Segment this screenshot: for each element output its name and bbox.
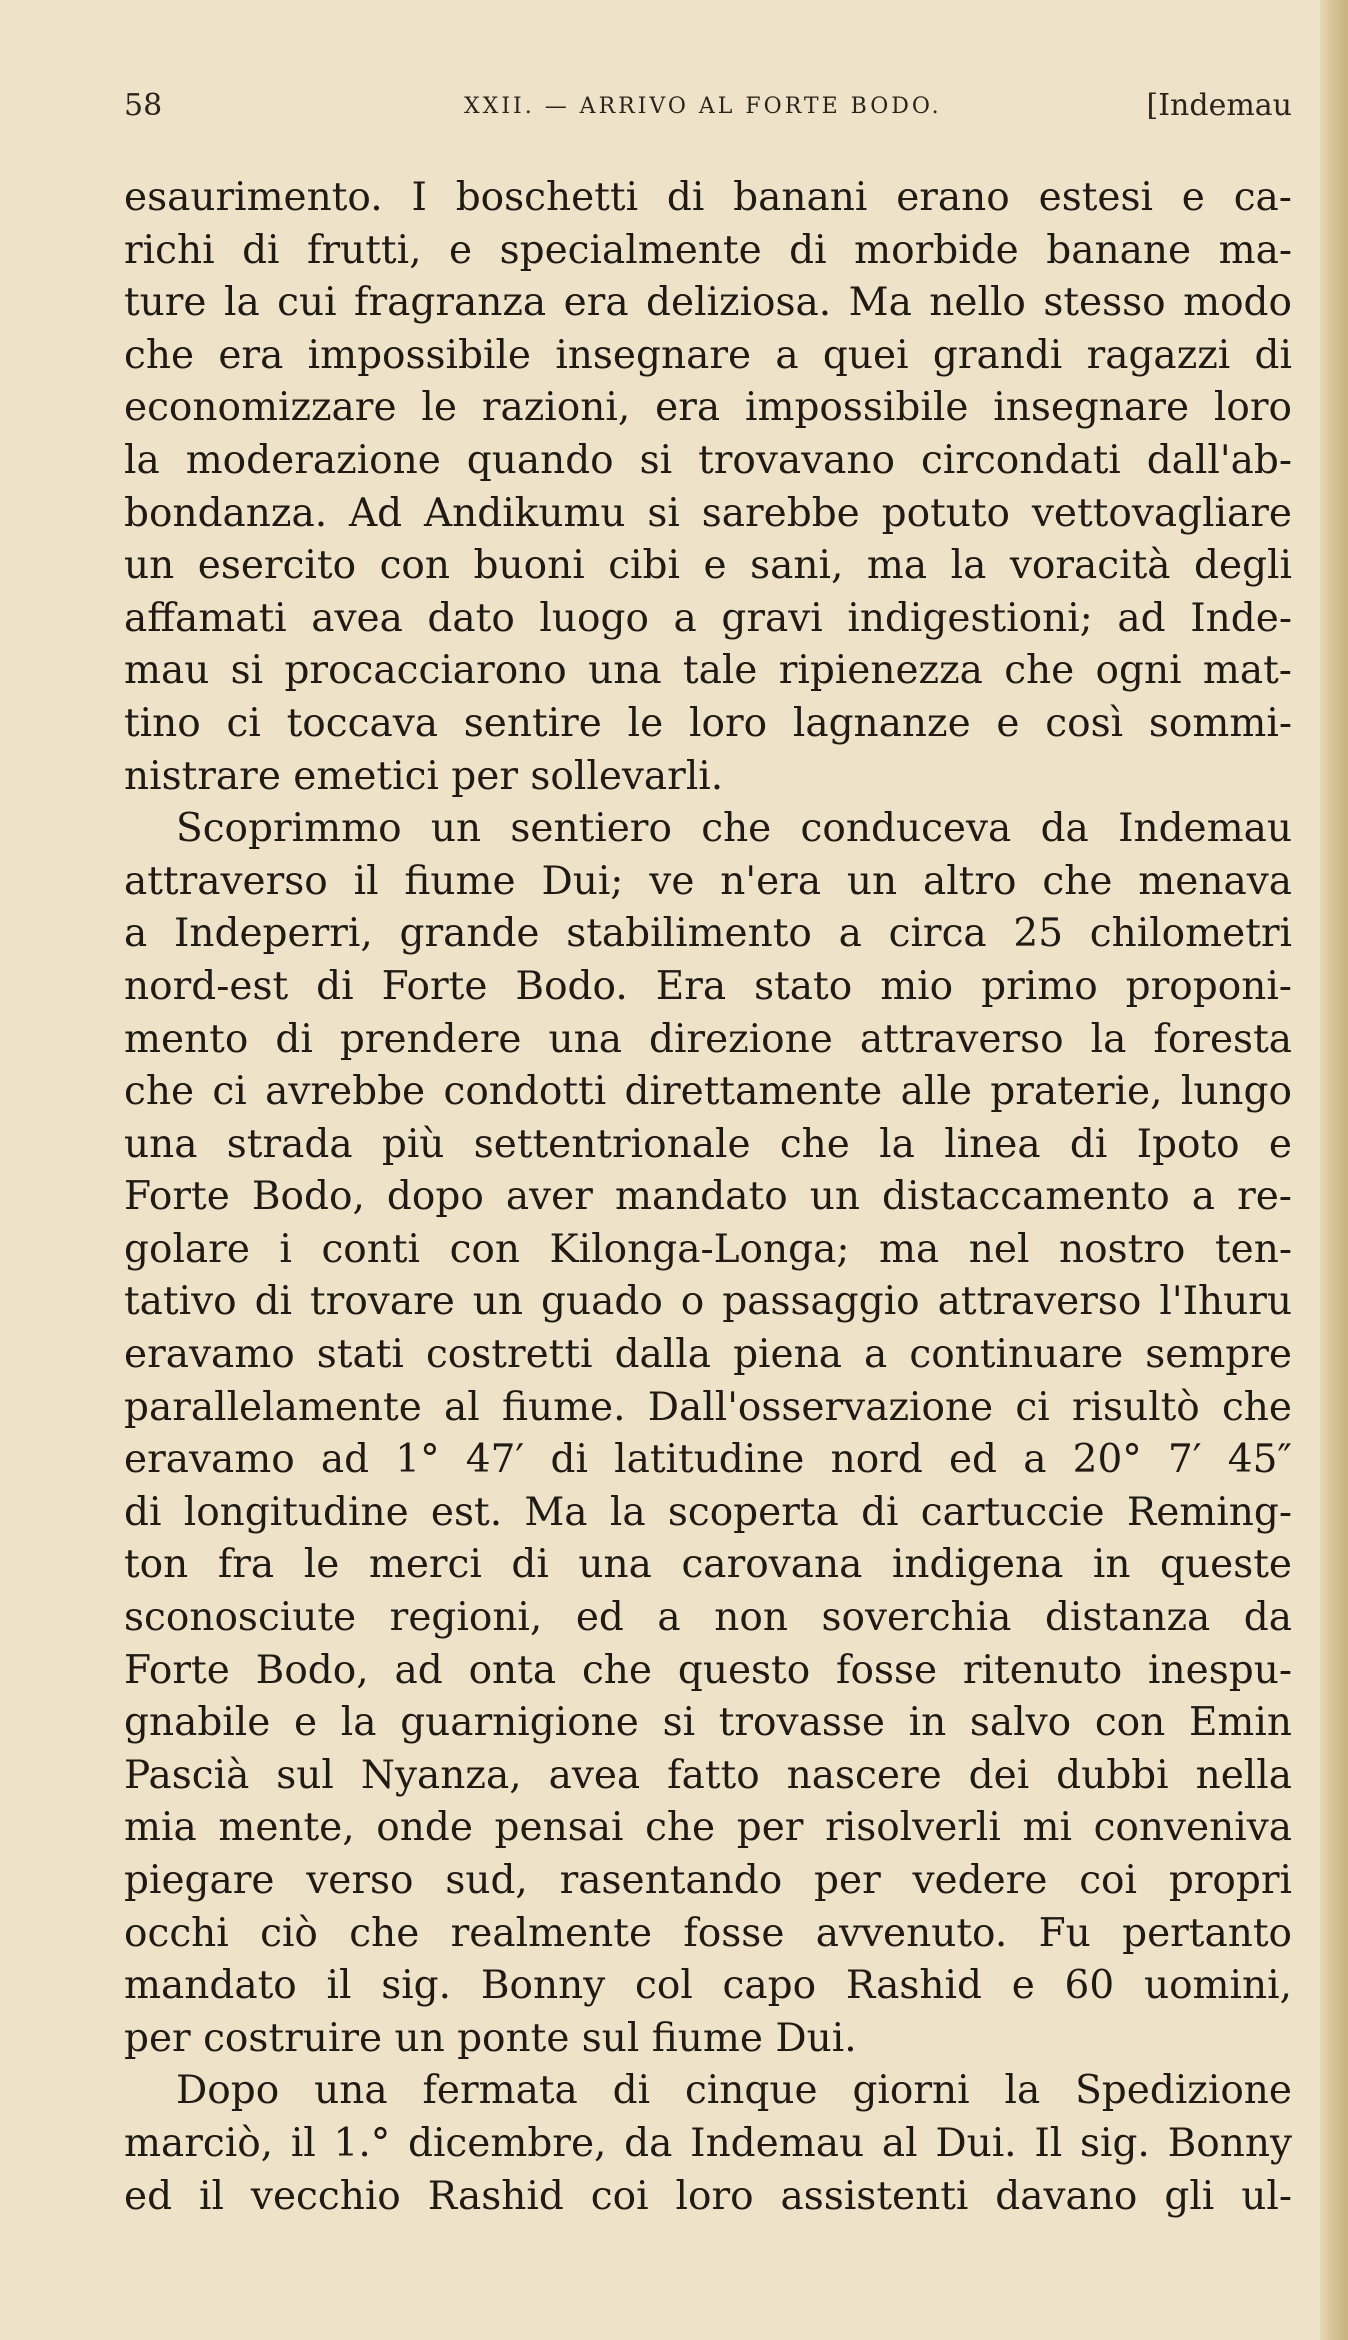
text-line: attraverso il fiume Dui; ve n'era un altro che menava bbox=[124, 858, 1292, 904]
text-line: che ci avrebbe condotti direttamente alle praterie, lungo bbox=[124, 1069, 1292, 1115]
text-line: mandato il sig. Bonny col capo Rashid e 60 uomini, bbox=[124, 1963, 1292, 2009]
text-line: Dopo una fermata di cinque giorni la Spedizione bbox=[176, 2068, 1292, 2114]
text-line: mento di prendere una direzione attraverso la foresta bbox=[124, 1016, 1292, 1062]
text-line: un esercito con buoni cibi e sani, ma la voracità degli bbox=[124, 543, 1292, 589]
text-line: ton fra le merci di una carovana indigena in queste bbox=[124, 1542, 1292, 1588]
text-line: piegare verso sud, rasentando per vedere coi propri bbox=[124, 1858, 1292, 1903]
text-line: a Indeperri, grande stabilimento a circa 25 chilometri bbox=[124, 911, 1292, 957]
text-line: nord-est di Forte Bodo. Era stato mio primo proponi- bbox=[124, 963, 1292, 1009]
text-line: tino ci toccava sentire le loro lagnanze e così sommi- bbox=[124, 700, 1292, 746]
paragraph bbox=[124, 2065, 1292, 2223]
chapter-title: XXII. — ARRIVO AL FORTE BODO. bbox=[464, 94, 942, 119]
page-number: 58 bbox=[124, 88, 163, 123]
text-line: Pascià sul Nyanza, avea fatto nascere dei dubbi nella bbox=[124, 1752, 1292, 1798]
text-line: mau si procacciarono una tale ripienezza che ogni mat- bbox=[124, 648, 1292, 694]
text-line: Scoprimmo un sentiero che conduceva da Indemau bbox=[176, 806, 1292, 852]
paragraph bbox=[124, 172, 1292, 803]
text-line: richi di frutti, e specialmente di morbide banane ma- bbox=[124, 227, 1292, 273]
text-line: mia mente, onde pensai che per risolverli mi conveniva bbox=[124, 1805, 1292, 1851]
text-line: eravamo stati costretti dalla piena a continuare sempre bbox=[124, 1332, 1292, 1378]
text-line: sconosciute regioni, ed a non soverchia distanza da bbox=[124, 1595, 1292, 1641]
text-line: eravamo ad 1° 47′ di latitudine nord ed a 20° 7′ 45″ bbox=[124, 1437, 1292, 1483]
place-heading: [Indemau bbox=[1146, 88, 1292, 123]
text-line: che era impossibile insegnare a quei grandi ragazzi di bbox=[124, 332, 1292, 378]
text-line: la moderazione quando si trovavano circondati dall'ab- bbox=[124, 437, 1292, 483]
text-line: economizzare le razioni, era impossibile insegnare loro bbox=[124, 385, 1292, 431]
text-line: parallelamente al fiume. Dall'osservazione ci risultò che bbox=[124, 1384, 1292, 1430]
paragraph bbox=[124, 803, 1292, 2065]
text-line: Forte Bodo, dopo aver mandato un distaccamento a re- bbox=[124, 1174, 1292, 1220]
text-line: golare i conti con Kilonga-Longa; ma nel nostro ten- bbox=[124, 1226, 1292, 1272]
book-page bbox=[124, 88, 1292, 2223]
text-line: occhi ciò che realmente fosse avvenuto. Fu pertanto bbox=[124, 1910, 1292, 1956]
text-line: esaurimento. I boschetti di banani erano estesi e ca- bbox=[124, 175, 1292, 220]
text-line: Forte Bodo, ad onta che questo fosse ritenuto inespu- bbox=[124, 1647, 1292, 1693]
text-line: nistrare emetici per sollevarli. bbox=[124, 753, 724, 799]
text-line: per costruire un ponte sul fiume Dui. bbox=[124, 2015, 857, 2061]
text-line: affamati avea dato luogo a gravi indigestioni; ad Inde- bbox=[124, 595, 1292, 641]
text-line: di longitudine est. Ma la scoperta di cartuccie Reming- bbox=[124, 1489, 1292, 1535]
text-line: una strada più settentrionale che la linea di Ipoto e bbox=[124, 1121, 1292, 1167]
text-line: ed il vecchio Rashid coi loro assistenti davano gli ul- bbox=[124, 2173, 1292, 2219]
running-head bbox=[124, 88, 1292, 134]
page-edge bbox=[1320, 0, 1348, 2340]
text-line: tativo di trovare un guado o passaggio attraverso l'Ihuru bbox=[124, 1279, 1292, 1325]
text-line: gnabile e la guarnigione si trovasse in salvo con Emin bbox=[124, 1700, 1292, 1746]
text-line: ture la cui fragranza era deliziosa. Ma nello stesso modo bbox=[124, 280, 1292, 326]
text-line: marciò, il 1.° dicembre, da Indemau al Dui. Il sig. Bonny bbox=[124, 2120, 1292, 2166]
text-line: bondanza. Ad Andikumu si sarebbe potuto vettovagliare bbox=[124, 490, 1292, 536]
body-text bbox=[124, 172, 1292, 2223]
